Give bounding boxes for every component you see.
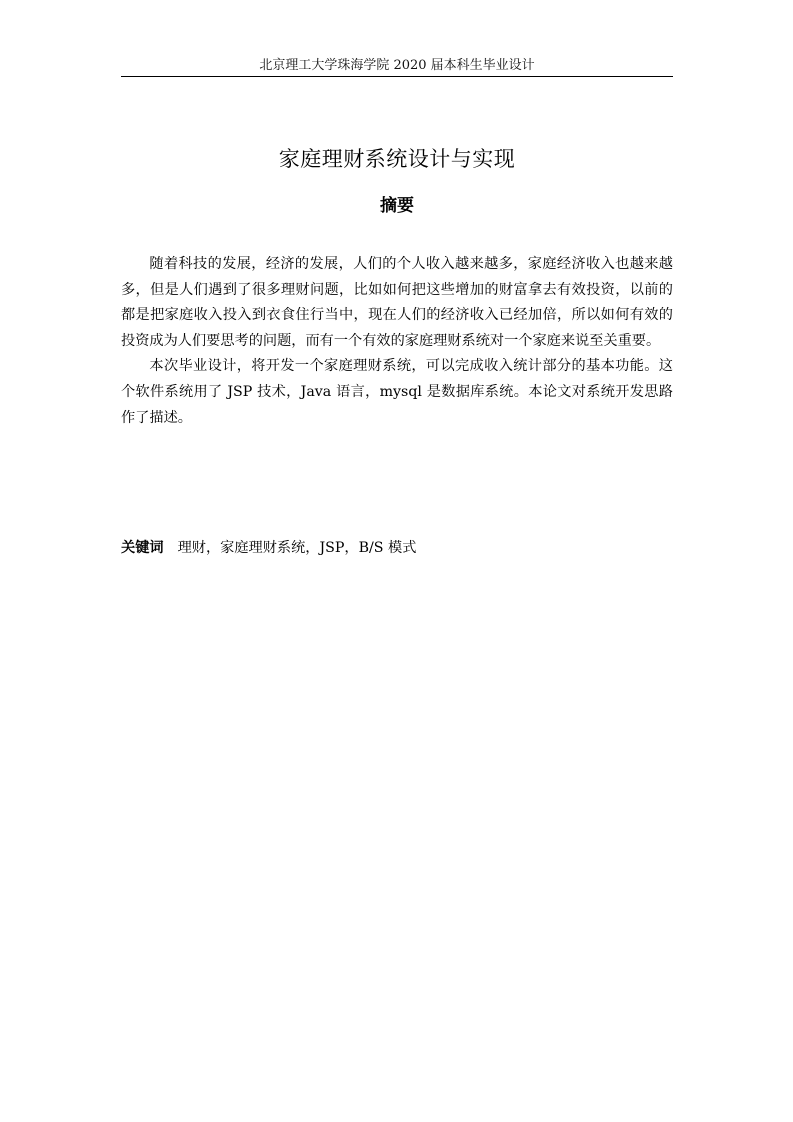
keywords-value: 理财，家庭理财系统，JSP，B/S 模式	[177, 540, 417, 556]
abstract-paragraph-2: 本次毕业设计，将开发一个家庭理财系统，可以完成收入统计部分的基本功能。这个软件系统用了 JSP 技术，Java 语言，mysql 是数据库系统。本论文对系统开发思路作了描述。	[121, 358, 673, 426]
abstract-paragraph-1: 随着科技的发展，经济的发展，人们的个人收入越来越多，家庭经济收入也越来越多，但是人们遇到了很多理财问题，比如如何把这些增加的财富拿去有效投资，以前的都是把家庭收入投入到衣食住行当中，现在人们的经济收入已经加倍，所以如何有效的投资成为人们要思考的问题，而有一个有效的家庭理财系统对一个家庭来说至关重要。	[121, 256, 673, 349]
page-header: 北京理工大学珠海学院 2020 届本科生毕业设计	[259, 58, 535, 73]
abstract-heading: 摘要	[380, 196, 414, 216]
document-title: 家庭理财系统设计与实现	[278, 147, 516, 171]
keywords-label: 关键词	[121, 540, 164, 556]
keywords-line	[121, 537, 673, 559]
header-divider	[121, 76, 673, 77]
abstract-body	[121, 252, 673, 431]
